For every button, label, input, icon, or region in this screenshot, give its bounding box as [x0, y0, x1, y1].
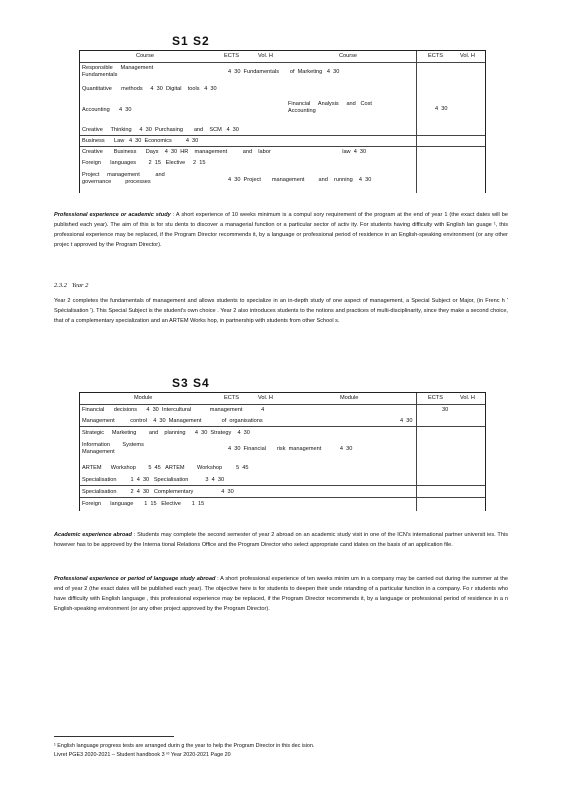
table-row — [80, 124, 485, 136]
table-cell: Specialisation 2 4 30 Complementary 4 30 — [82, 489, 234, 495]
paragraph-text: Year 2 completes the fundamentals of management and allows students to specialize in an in-depth study of one aspect of management, a Special Subject or Major, (in Frenc h ' Spécialisation '). This Special Subject is the student's own choice . Year 2 also introduces students to the notions and practices of multi-disciplinarity, since they make a second choice, that of a complementary specialization and an ARTEM Works hop, in partnership with students from other School s. — [54, 298, 508, 324]
table-cell: 4 30 Fundamentals of Marketing 4 30 — [228, 69, 340, 75]
table-cell: Foreign languages 2 15 Elective 2 15 — [82, 160, 206, 166]
table-cell: 4 30 — [435, 106, 448, 112]
table-cell: Business Law 4 30 Economics 4 30 — [82, 138, 199, 144]
table-row — [80, 427, 485, 438]
table-row — [80, 158, 485, 169]
table-cell: Quantitative methods 4 30 Digital tools 4 30 — [82, 86, 217, 92]
paragraph-text: : A short professional experience of ten weeks minim um in a company may be carried out during the summer at the end of year 2 (the exact dates will be published each year). The objective here is for students to deepen their unde rstanding of a particular function in a company. Fo r students who have difficulty with English language , this professional experience may be replaced, if the Program Director recommends it, by a language or professional period of residence in a n English-speaking environment (or any other project approved by the Program Director). — [54, 576, 508, 612]
table2-title: S3 S4 — [172, 376, 210, 390]
table-row — [80, 170, 485, 192]
table-row — [80, 63, 485, 80]
table-cell: Financial decisions 4 30 Intercultural management 4 — [82, 407, 265, 413]
page-footer: Livret PGE3 2020-2021 – Student handbook 3 ʳᵈ Year 2020-2021 Page 20 — [54, 752, 231, 758]
table-cell: Information Systems Management — [82, 442, 144, 455]
footnote: ¹ English language progress tests are arranged durin g the year to help the Program Director in this dec ision. — [54, 743, 315, 749]
professional-experience-year1 — [54, 210, 508, 250]
section-number: 2.3.2 — [54, 282, 67, 289]
course-table-s1-s2 — [79, 50, 486, 193]
paragraph-label: Professional experience or period of language study abroad — [54, 576, 216, 582]
table-row — [80, 147, 485, 157]
section-title: Year 2 — [71, 282, 89, 289]
paragraph-label: Academic experience abroad — [54, 532, 132, 538]
paragraph-text: : A short experience of 10 weeks minimum is a compul sory requirement of the program at the end of year 1 (the exact dates will be published each year). The aim of this is for stu dents to discover a managerial function or a particular sector of activ ity. For students having difficulty with English lan guage ¹, this professional experience may be replaced, if the Program Director recommends it, by a language or professional period of residence in an English-speaking environment (or any other projec t approved by the Program Director). — [54, 212, 508, 248]
paragraph-label: Professional experience or academic study — [54, 212, 171, 218]
header-vol: Vol. H — [258, 395, 273, 401]
header-module: Module — [134, 395, 153, 401]
table-cell: ARTEM Workshop 5 45 ARTEM Workshop 5 45 — [82, 465, 249, 471]
year2-description — [54, 296, 508, 326]
module-table-s3-s4 — [79, 392, 486, 511]
table-cell: Foreign language 1 15 Elective 1 15 — [82, 501, 205, 507]
table-cell: Specialisation 1 4 30 Specialisation 3 4 30 — [82, 477, 225, 483]
table-header — [80, 51, 485, 63]
table-row — [80, 439, 485, 461]
header-vol-2: Vol. H — [460, 53, 475, 59]
table1-title: S1 S2 — [172, 34, 210, 48]
header-course: Course — [136, 53, 155, 59]
paragraph-text: : Students may complete the second semester of year 2 abroad on an academic study visit in one of the ICN's international partner universit ies. This however has to be approved by the Interna tional Relations Office and the Program Director who select appropriate cand idates on the basis of an application file. — [54, 532, 508, 548]
table-cell: Project management and governance processes — [82, 172, 165, 185]
table-cell: 30 — [442, 407, 449, 413]
table-row — [80, 498, 485, 509]
table-cell: 4 30 — [400, 418, 413, 424]
table-cell: Financial Analysis and Cost Accounting — [288, 101, 372, 114]
table-cell: Responsible Management Fundamentals — [82, 65, 154, 78]
table-cell: Creative Thinking 4 30 Purchasing and SCM 4 30 — [82, 127, 239, 133]
header-vol: Vol. H — [258, 53, 273, 59]
header-ects-2: ECTS — [428, 53, 443, 59]
table-cell: Accounting 4 30 — [82, 107, 132, 113]
header-module-2: Module — [340, 395, 359, 401]
table-cell: Management control 4 30 Management of organisations — [82, 418, 263, 424]
table-header — [80, 393, 485, 405]
professional-experience-abroad — [54, 574, 508, 614]
table-cell: Creative Business Days 4 30 HR management and labor law 4 30 — [82, 149, 367, 155]
table-cell: Strategic Marketing and planning 4 30 Strategy 4 30 — [82, 430, 250, 436]
header-ects: ECTS — [224, 53, 239, 59]
table-row — [80, 486, 485, 498]
table-cell: 4 30 Financial risk management 4 30 — [228, 446, 353, 452]
table-row — [80, 405, 485, 414]
header-vol-2: Vol. H — [460, 395, 475, 401]
table-row — [80, 136, 485, 147]
header-course-2: Course — [339, 53, 358, 59]
table-row — [80, 83, 485, 95]
academic-experience-abroad — [54, 530, 508, 550]
table-row — [80, 474, 485, 486]
table-row — [80, 97, 485, 124]
table-row — [80, 415, 485, 427]
table-row — [80, 462, 485, 473]
header-ects: ECTS — [224, 395, 239, 401]
section-heading — [54, 282, 88, 289]
header-ects-2: ECTS — [428, 395, 443, 401]
table-cell: 4 30 Project management and running 4 30 — [228, 177, 372, 183]
footnote-separator — [54, 736, 174, 737]
